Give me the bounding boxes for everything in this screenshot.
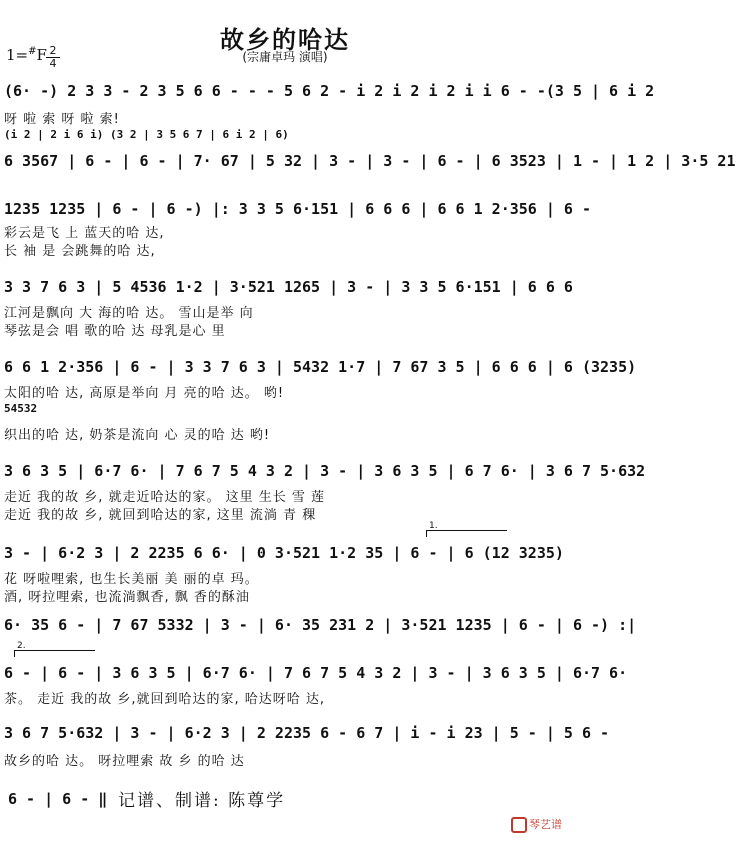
system-7-lyric-1: 走近 我的故 乡, 就走近哈达的家。 这里 生长 雪 莲 [4, 490, 326, 505]
system-2-notes: 6 3567 | 6 - | 6 - | 7· 67 | 5 32 | 3 - | 3 - | 6 - | 6 3523 | 1 - | 1 2 | 3·5 21 [4, 152, 736, 170]
system-10-notes: 6 - | 6 - | 3 6 3 5 | 6·7 6· | 7 6 7 5 4 3 2 | 3 - | 3 6 3 5 | 6·7 6· [4, 664, 628, 682]
system-3-lyric-1: 彩云是飞 上 蓝天的哈 达, [4, 226, 165, 241]
system-8-notes: 3 - | 6·2 3 | 2 2235 6 6· | 0 3·521 1·2 35 | 6 - | 6 (12 3235) [4, 544, 564, 562]
system-7-lyric-2: 走近 我的故 乡, 就回到哈达的家, 这里 流淌 青 稞 [4, 508, 317, 523]
time-signature: 2 4 [46, 46, 60, 69]
system-6-lyric-1: 织出的哈 达, 奶茶是流向 心 灵的哈 达 哟! [4, 428, 271, 443]
system-4-notes: 3 3 7 6 3 | 5 4536 1·2 | 3·521 1265 | 3 - | 3 3 5 6·151 | 6 6 6 [4, 278, 573, 296]
system-8-lyric-2: 酒, 呀拉哩索, 也流淌飘香, 飘 香的酥油 [4, 590, 250, 605]
system-6-extra: 54532 [4, 402, 38, 415]
system-5-lyric-1: 太阳的哈 达, 高原是举向 月 亮的哈 达。 哟! [4, 386, 285, 401]
system-11-notes: 3 6 7 5·632 | 3 - | 6·2 3 | 2 2235 6 - 6 7 | i - i 23 | 5 - | 5 6 - [4, 724, 610, 742]
site-logo: 琴艺谱 [511, 816, 562, 833]
key-signature: 1=#F [6, 46, 47, 64]
system-4-lyric-1: 江河是飘向 大 海的哈 达。 雪山是举 向 [4, 306, 254, 321]
song-title: 故乡的哈达 [220, 25, 350, 54]
system-2-extra: (i 2 | 2 i 6 i) (3 2 | 3 5 6 7 | 6 i 2 | 6) [4, 128, 289, 141]
logo-icon [511, 817, 527, 833]
volta-second-ending: 2. [14, 650, 95, 657]
system-11-lyric-1: 故乡的哈 达。 呀拉哩索 故 乡 的哈 达 [4, 754, 245, 769]
transcriber-credit: 记谱、制谱: 陈尊学 [118, 791, 286, 811]
system-1-notes: (6· -) 2 3 3 - 2 3 5 6 6 - - - 5 6 2 - i 2 i 2 i 2 i i 6 - -(3 5 | 6 i 2 [4, 82, 655, 100]
volta-first-ending: 1. [426, 530, 507, 537]
system-8-lyric-1: 花 呀啦哩索, 也生长美丽 美 丽的卓 玛。 [4, 572, 259, 587]
system-10-lyric-1: 茶。 走近 我的故 乡,就回到哈达的家, 哈达呀哈 达, [4, 692, 326, 707]
system-9-notes: 6· 35 6 - | 7 67 5332 | 3 - | 6· 35 231 2 | 3·521 1235 | 6 - | 6 -) :| [4, 616, 637, 634]
song-performer: (宗庸卓玛 演唱) [242, 50, 328, 64]
system-1-lyric: 呀 啦 索 呀 啦 索! [4, 112, 120, 127]
system-7-notes: 3 6 3 5 | 6·7 6· | 7 6 7 5 4 3 2 | 3 - | 3 6 3 5 | 6 7 6· | 3 6 7 5·632 [4, 462, 646, 480]
final-measures: 6 - | 6 - ‖ [8, 790, 108, 808]
system-3-lyric-2: 长 袖 是 会跳舞的哈 达, [4, 244, 156, 259]
system-4-lyric-2: 琴弦是会 唱 歌的哈 达 母乳是心 里 [4, 324, 226, 339]
system-3-notes: 1235 1235 | 6 - | 6 -) |: 3 3 5 6·151 | 6 6 6 | 6 6 1 2·356 | 6 - [4, 200, 591, 218]
system-5-notes: 6 6 1 2·356 | 6 - | 3 3 7 6 3 | 5432 1·7 | 7 67 3 5 | 6 6 6 | 6 (3235) [4, 358, 637, 376]
